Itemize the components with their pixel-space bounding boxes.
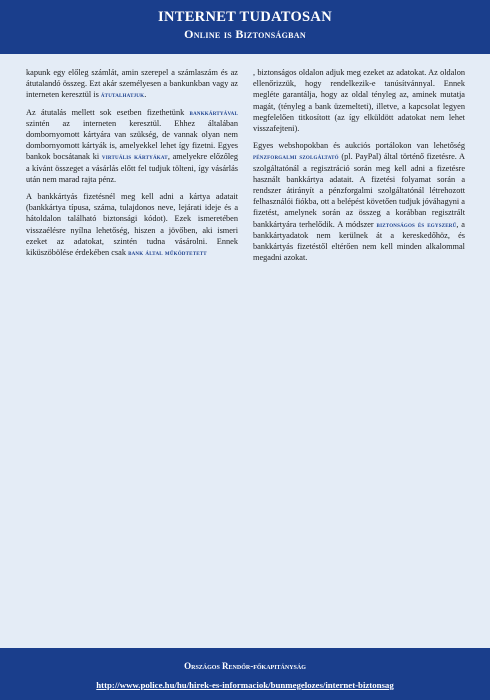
paragraph-text: (pl. PayPal) által történő fizetésre. A szolgáltatónál a regisztráció során meg kell adni a fizetésre használt bankkártya adatait. A fizetési folyamat során a rendszer átirányít a pénzforgalmi szolgáltatónál létrehozott felhasználói fiókba, ott a belépést követően tudjuk jóváhagyni a fizetést, amelynek során az összeg a korábban regisztrált bankkártyára terhelődik. A módszer (253, 152, 465, 229)
keyword: virtuális kártyákat (101, 152, 168, 162)
paragraph-text: , biztonságos oldalon adjuk meg ezeket az adatokat. Az oldalon ellenőrizzük, hogy rendelkezik-e tanúsítvánnyal. Ennek megléte garantálja, hogy az oldal tényleg az, aminek mutatja magát, (tényleg a bank üzemelteti), illetve, a kapcsolat legyen megfelelően titkosított (az így elküldött adatokat nem lehet visszafejteni). (253, 68, 465, 134)
paragraph-text: szintén az interneten keresztül. Ehhez általában dombornyomott kártyára van szükség, de vannak olyan nem dombornyomott kártyák is, amelyekkel lehet így fizetni. Egyes bankok bocsátanak ki (26, 118, 238, 162)
paragraph-text: kapunk egy előleg számlát, amin szerepel a számlaszám és az átutalandó összeg. Ezt akár személyesen a bankunkban vagy az interneten keresztül is (26, 68, 238, 100)
page-footer (0, 648, 490, 700)
paragraph-text: Az átutalás mellett sok esetben fizethetünk (26, 107, 190, 117)
page-header (0, 0, 490, 54)
paragraph (26, 191, 238, 258)
footer-organization: Országos Rendőr-főkapitányság (184, 661, 306, 671)
keyword: bank által működtetett (128, 248, 207, 258)
paragraph (253, 67, 465, 134)
paragraph-text: A bankkártyás fizetésnél meg kell adni a kártya adatait (bankkártya típusa, száma, tulajdonos neve, lejárati ideje és a hátoldalon található biztonsági kódot). Ezek ismeretében visszaélésre nyílna lehetőség, hiszen a jövőben, aki ismeri ezeket az adatokat, szintén tudna vásárolni. Ennek kiküszöbölése érdekében csak (26, 192, 238, 258)
article-body (26, 67, 464, 637)
paragraph (26, 107, 238, 185)
footer-link[interactable]: http://www.police.hu/hu/hirek-es-informaciok/bunmegelozes/internet-biztonsag (96, 680, 394, 690)
paragraph-text: , amelyekre előzőleg a kívánt összeget a vásárlás előtt fel tudjuk tölteni, így vásárlás után nem marad rajta pénz. (26, 152, 238, 184)
paragraph (253, 140, 465, 263)
header-subtitle: Online is Biztonságban (184, 27, 306, 41)
paragraph-text: . (144, 90, 147, 100)
left-column (26, 67, 238, 264)
keyword: pénzforgalmi szolgáltató (253, 152, 339, 162)
right-column (253, 67, 465, 269)
paragraph-text: , a bankkártyadatok nem kerülnek át a kereskedőhöz, és bankkártyás fizetéstől eltérően nem kell minden alkalommal megadni azokat. (253, 219, 465, 263)
keyword: bankkártyával (189, 107, 238, 117)
header-title: INTERNET TUDATOSAN (158, 9, 332, 25)
keyword: átutalhatjuk (100, 90, 145, 100)
paragraph (26, 67, 238, 101)
paragraph-text: Egyes webshopokban és aukciós portálokon van lehetőség (253, 141, 465, 151)
keyword: biztonságos és egyszerű (376, 219, 457, 229)
